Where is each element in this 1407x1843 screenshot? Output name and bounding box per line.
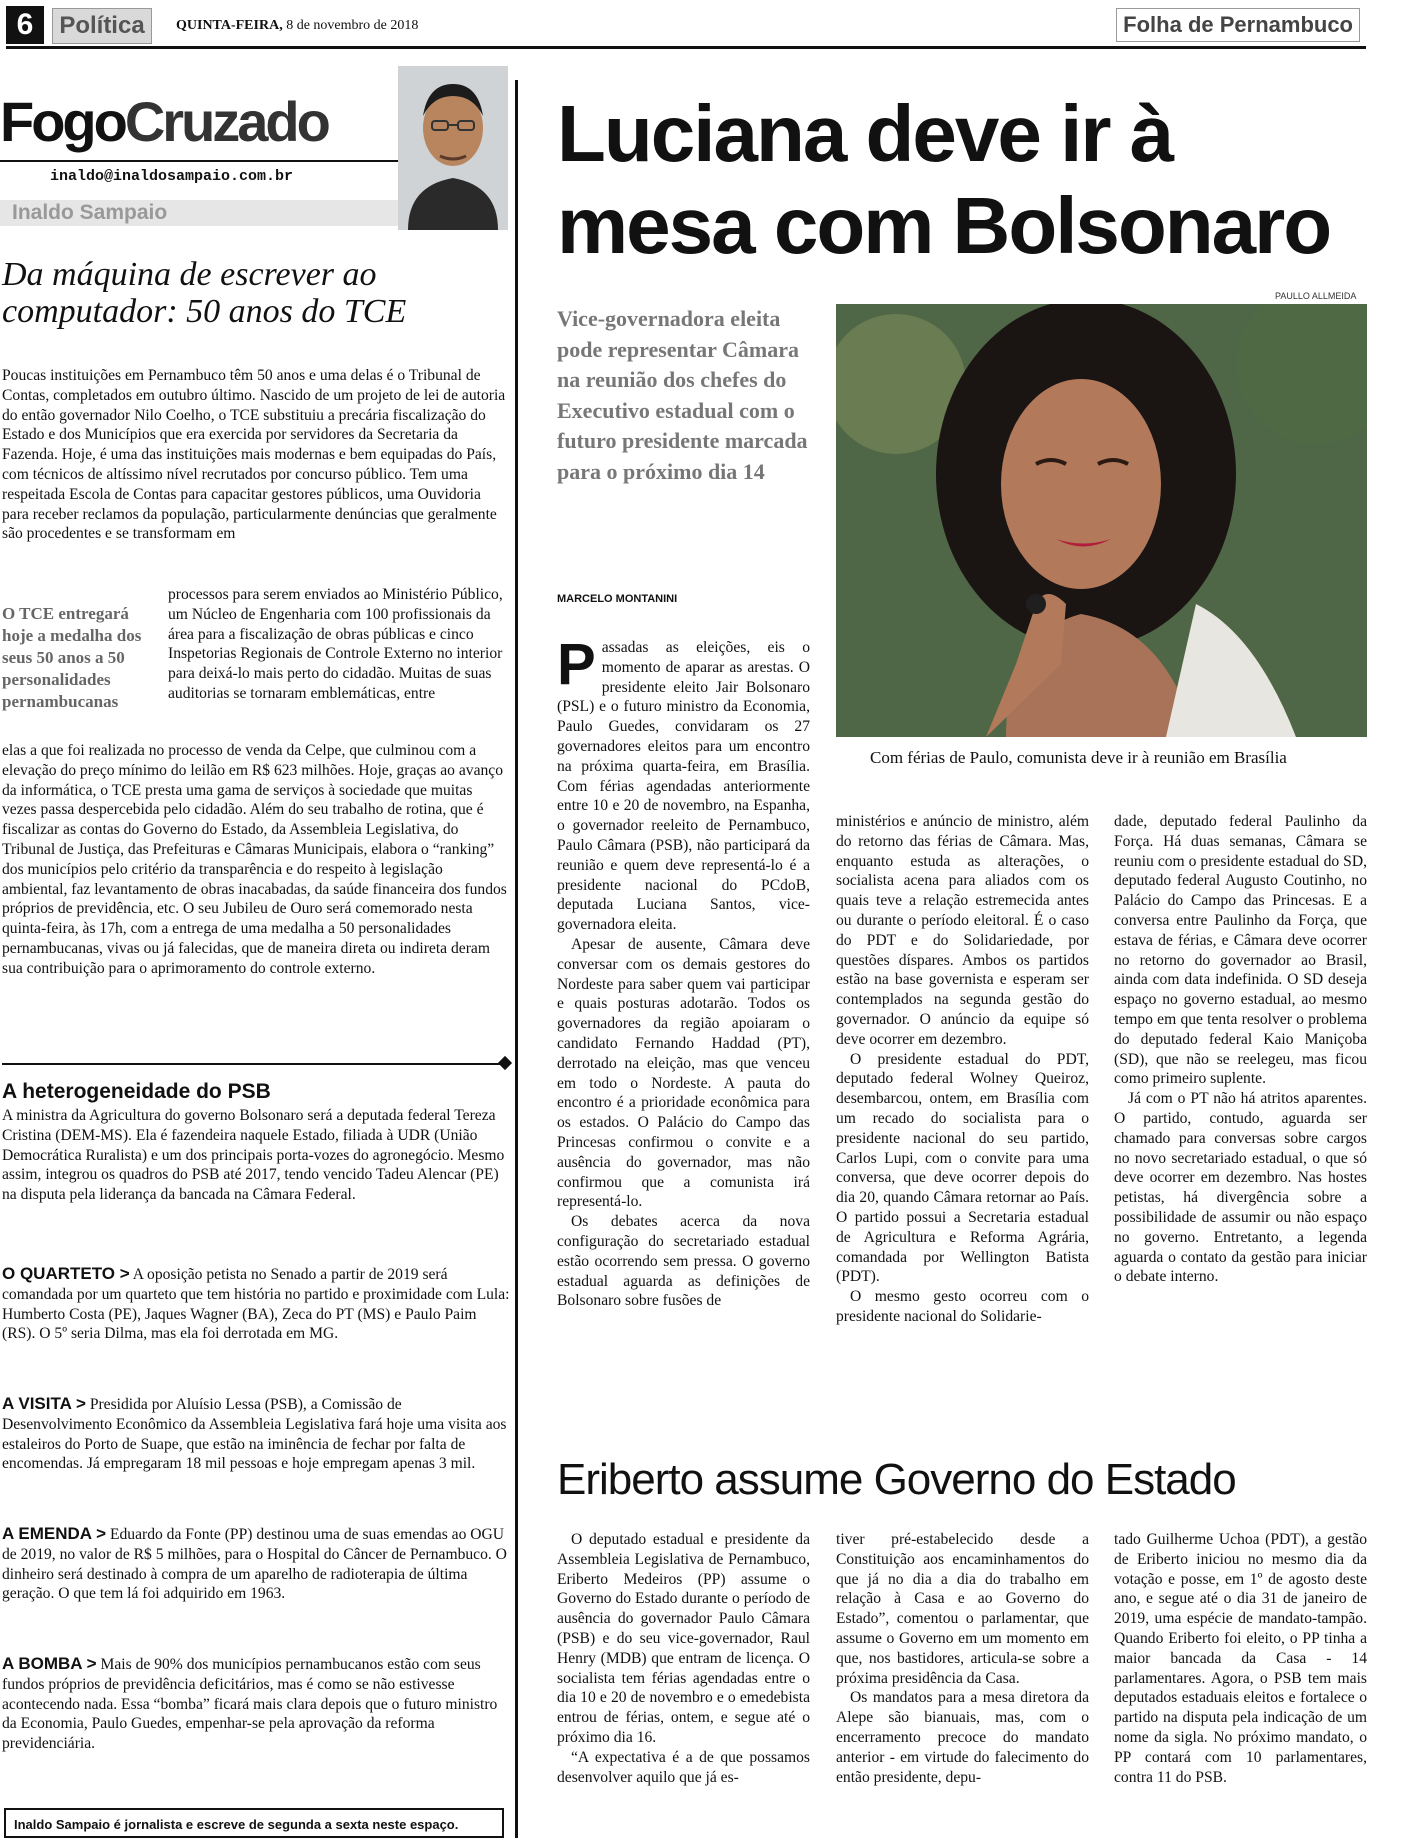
photo-credit: PAULLO ALLMEIDA xyxy=(1275,291,1357,301)
note-text: Mais de 90% dos municípios pernambucanos estão com seus fundos próprios de previdência deficitários, mas é como se não estivesse acontecendo nada. Essa “bomba” ficará mais clara depois que o futuro ministro da Economia, Paulo Guedes, empenhar-se pela aprovação da reforma previdenciária. xyxy=(2,1656,498,1753)
note-label: O QUARTETO > xyxy=(2,1264,130,1283)
paragraph: Os debates acerca da nova configuração do secretariado estadual estão ocorrendo sem pressa. O governo estadual aguarda as definições de Bolsonaro sobre fusões de xyxy=(557,1213,810,1310)
byline: MARCELO MONTANINI xyxy=(557,593,678,605)
paragraph: Os mandatos para a mesa diretora da Alepe são bianuais, mas, com o encerramento precoce do mandato anterior - em virtude do falecimento do então presidente, depu- xyxy=(836,1689,1089,1786)
note-text: A oposição petista no Senado a partir de 2019 será comandada por um quarteto que tem história no partido e proximidade com Lula: Humberto Costa (PE), Jaques Wagner (BA), Zeca do PT (MS) e Paulo Paim (RS). O 5º seria Dilma, mas ela foi derrotada em MG. xyxy=(2,1266,510,1343)
paragraph: dade, deputado federal Paulinho da Força. Há duas semanas, Câmara se reuniu com o presidente estadual do SD, deputado federal Augusto Coutinho, no Palácio do Campo das Princesas. E a conversa entre Paulinho da Força, que estava de férias, e Câmara deve ocorrer no retorno do governador ao Brasil, ainda com data indefinida. O SD deseja espaço no governo estadual, ao mesmo tempo em que tenta resolver o problema do deputado federal Kaio Maniçoba (SD), que não se reelegeu, mas ficou como primeiro suplente. xyxy=(1114,813,1367,1088)
issue-date xyxy=(176,18,418,34)
date-text: 8 de novembro de 2018 xyxy=(282,18,419,33)
paragraph: tiver pré-estabelecido desde a Constituição aos encaminhamentos do que já no dia a dia do trabalho em relação à Casa e ao Governo do Estado”, comentou o parlamentar, que assume o Governo em um momento em que, nos bastidores, articula-se sobre a próxima presidência da Casa. xyxy=(836,1531,1089,1687)
title-rule xyxy=(0,160,398,162)
note-text: Eduardo da Fonte (PP) destinou uma de suas emendas ao OGU de 2019, no valor de R$ 5 milhões, para o Hospital do Câncer de Pernambuco. O dinheiro será destinado à compra de um aparelho de radioterapia de última geração. O que tem lá foi adquirido em 1963. xyxy=(2,1526,507,1603)
paragraph: O mesmo gesto ocorreu com o presidente nacional do Solidarie- xyxy=(836,1288,1089,1325)
paragraph: O deputado estadual e presidente da Assembleia Legislativa de Pernambuco, Eriberto Medeiros (PP) assume o Governo do Estado durante o período de ausência do governador Paulo Câmara (PSB) e do seu vice-governador, Raul Henry (MDB) que entram de licença. O socialista tem férias agendadas entre o dia 10 e 20 de novembro e o emedebista entrou de férias, ontem, e segue até o próximo dia 16. xyxy=(557,1531,810,1746)
author-email[interactable]: inaldo@inaldosampaio.com.br xyxy=(50,168,294,185)
note-item xyxy=(2,1524,510,1604)
note-item xyxy=(2,1394,510,1474)
note-label: A VISITA > xyxy=(2,1394,86,1413)
story2-column-3 xyxy=(1114,1530,1367,1787)
paragraph: tado Guilherme Uchoa (PDT), a gestão de Eriberto iniciou no mesmo dia da votação e posse, em 1º de agosto deste ano, e segue até o dia 31 de janeiro de 2019, uma espécie de mandato-tampão. Quando Eriberto foi eleito, o PP tinha a maior bancada da Casa - 14 parlamentares. Agora, o PSB tem mais deputados estaduais eleitos e fortalece o partido na disputa pela indicação de um nome da sigla. No próximo mandato, o PP contará com 10 parlamentares, contra 11 do PSB. xyxy=(1114,1531,1367,1786)
paragraph: O presidente estadual do PDT, deputado federal Wolney Queiroz, desembarcou, ontem, em Brasília com um recado do socialista para o presidente nacional do seu partido, Carlos Lupi, com o convite para uma conversa, que deve ocorrer depois do dia 20, quando Câmara retornar ao País. O partido possui a Secretaria estadual de Agricultura e Reforma Agrária, comandada por Wellington Batista (PDT). xyxy=(836,1050,1089,1286)
column-divider xyxy=(515,80,518,1838)
note-item xyxy=(2,1264,510,1344)
paragraph: assadas as eleições, eis o momento de aparar as arestas. O presidente eleito Jair Bolsonaro (PSL) e o futuro ministro da Economia, Paulo Guedes, convidaram os 27 governadores eleitos para um encontro na próxima quarta-feira, em Brasília. Com férias agendadas anteriormente entre 10 e 20 de novembro, na Espanha, o governador reeleito de Pernambuco, Paulo Câmara (PSB), não participará da reunião e quem deve representá-lo é a presidente nacional do PCdoB, deputada Luciana Santos, vice-governadora eleita. xyxy=(557,639,810,934)
paragraph: ministérios e anúncio de ministro, além do retorno das férias de Câmara. Mas, enquanto estuda as alterações, o socialista acena para aliados com os quais teve a relação estremecida antes ou durante o período eleitoral. É o caso do PDT e do Solidariedade, por questões díspares. Ambos os partidos estão na base governista e esperam ser contemplados na segunda gestão do governador. O anúncio da equipe só deve ocorrer em dezembro. xyxy=(836,813,1089,1048)
deck: Vice-governadora eleita pode representar Câmara na reunião dos chefes do Executivo estadual com o futuro presidente marcada para o próximo dia 14 xyxy=(557,306,808,484)
note-label: A BOMBA > xyxy=(2,1654,97,1673)
author-photo xyxy=(398,66,508,230)
page-number: 6 xyxy=(6,6,44,44)
column-title xyxy=(0,92,328,152)
author-name: Inaldo Sampaio xyxy=(0,200,410,226)
section-label[interactable]: Política xyxy=(52,8,152,44)
story2-column-1 xyxy=(557,1530,810,1787)
column-title-a: Fogo xyxy=(0,90,125,153)
column-paragraph-1b: processos para serem enviados ao Ministério Público, um Núcleo de Engenharia com 100 profissionais da área para a fiscalização de obras públicas e cinco Inspetorias Regionais de Controle Externo no interior para deixá-lo mais perto do cidadão. Muitas de suas auditorias se tornaram emblemáticas, entre xyxy=(168,586,503,702)
pull-quote: O TCE entregará hoje a medalha dos seus 50 anos a 50 personalidades pernambucanas xyxy=(2,604,142,711)
column-title-b: Cruzado xyxy=(124,90,328,153)
sub-headline: A heterogeneidade do PSB xyxy=(2,1080,271,1103)
story1-column-3 xyxy=(1114,812,1367,1287)
story2-column-2 xyxy=(836,1530,1089,1787)
column-headline: Da máquina de escrever ao computador: 50 anos do TCE xyxy=(2,256,407,330)
sub-rule xyxy=(2,1063,504,1065)
main-headline: Luciana deve ir à mesa com Bolsonaro xyxy=(557,89,1331,270)
note-label: A EMENDA > xyxy=(2,1524,107,1543)
paragraph: Já com o PT não há atritos aparentes. O partido, contudo, aguarda ser chamado para conversas sobre cargos no novo secretariado estadual, o que só deve ocorrer em dezembro. Nas hostes petistas, há divergência sobre a possibilidade de assumir ou não espaço no governo. Entretanto, a legenda aguarda o contato da gestão para iniciar o debate interno. xyxy=(1114,1090,1367,1286)
page-header xyxy=(6,6,1366,49)
column-paragraph-1c: elas a que foi realizada no processo de venda da Celpe, que culminou com a elevação do preço mínimo do leilão em R$ 623 milhões. Hoje, graças ao avanço da informática, o TCE presta uma gama de serviços à sociedade que muitas vezes passa despercebida pelo cidadão. Além do seu trabalho de rotina, que é fiscalizar as contas do Governo do Estado, da Assembleia Legislativa, do Tribunal de Justiça, das Prefeituras e Câmaras Municipais, elabora o “ranking” dos municípios pelo critério da transparência e do respeito à legislação ambiental, faz levantamento de obras inacabadas, da saúde financeira dos fundos próprios de previdência, etc. O seu Jubileu de Ouro será comemorado nesta quinta-feira, às 17h, com a entrega de uma medalha a 50 personalidades pernambucanas, vivas ou já falecidas, que de maneira direta ou indireta deram sua contribuição para o aprimoramento do controle externo. xyxy=(2,742,507,977)
story1-column-1 xyxy=(557,632,810,1311)
sub-paragraph: A ministra da Agricultura do governo Bolsonaro será a deputada federal Tereza Cristina (DEM-MS). Ela é fazendeira naquele Estado, filiada à UDR (União Democrática Ruralista) e um dos principais porta-vozes do agronegócio. Mesmo assim, integrou os quadros do PSB até 2017, tendo vencido Tadeu Alencar (PE) na disputa pela liderança da bancada na Câmara Federal. xyxy=(2,1107,505,1204)
column-paragraph-1: Poucas instituições em Pernambuco têm 50 anos e uma delas é o Tribunal de Contas, completados em outubro último. Nascido de um projeto de lei de autoria do então governador Nilo Coelho, o TCE substituiu a precária fiscalização do Estado e dos Municípios que era exercida por servidores da Secretaria da Fazenda. Hoje, é uma das instituições mais modernas e bem equipadas do País, com técnicos de altíssimo nível recrutados por concurso público. Tem uma respeitada Escola de Contas para capacitar gestores públicos, uma Ouvidoria para receber reclamos da população, particularmente denúncias que geralmente são procedentes e se transformam em xyxy=(2,367,506,543)
secondary-headline: Eriberto assume Governo do Estado xyxy=(557,1455,1236,1504)
paragraph: Apesar de ausente, Câmara deve conversar com os demais gestores do Nordeste para saber quem vai participar e quais posturas adotarão. Todos os governadores da região apoiaram o candidato Fernando Haddad (PT), derrotado na eleição, mas que venceu em todo o Nordeste. A pauta do encontro é a prioridade econômica para os estados. O Palácio do Campo das Princesas confirmou o convite e a ausência do governador, mas não confirmou que a comunista irá representá-lo. xyxy=(557,935,810,1211)
drop-cap: P xyxy=(557,632,596,697)
weekday: QUINTA-FEIRA, xyxy=(176,18,283,33)
note-item xyxy=(2,1654,510,1754)
column-footer: Inaldo Sampaio é jornalista e escreve de segunda a sexta neste espaço. xyxy=(4,1808,504,1838)
news-photo xyxy=(836,304,1367,737)
paragraph: “A expectativa é a de que possamos desenvolver aquilo que já es- xyxy=(557,1748,810,1786)
newspaper-brand: Folha de Pernambuco xyxy=(1116,8,1360,42)
diamond-icon xyxy=(498,1056,512,1070)
note-text: Presidida por Aluísio Lessa (PSB), a Comissão de Desenvolvimento Econômico da Assembleia Legislativa fará hoje uma visita aos estaleiros do Porto de Suape, que estão na iminência de fechar por falta de encomendas. Já empregaram 18 mil pessoas e hoje empregam apenas 3 mil. xyxy=(2,1396,507,1473)
story1-column-2 xyxy=(836,812,1089,1327)
photo-caption: Com férias de Paulo, comunista deve ir à reunião em Brasília xyxy=(870,748,1287,767)
